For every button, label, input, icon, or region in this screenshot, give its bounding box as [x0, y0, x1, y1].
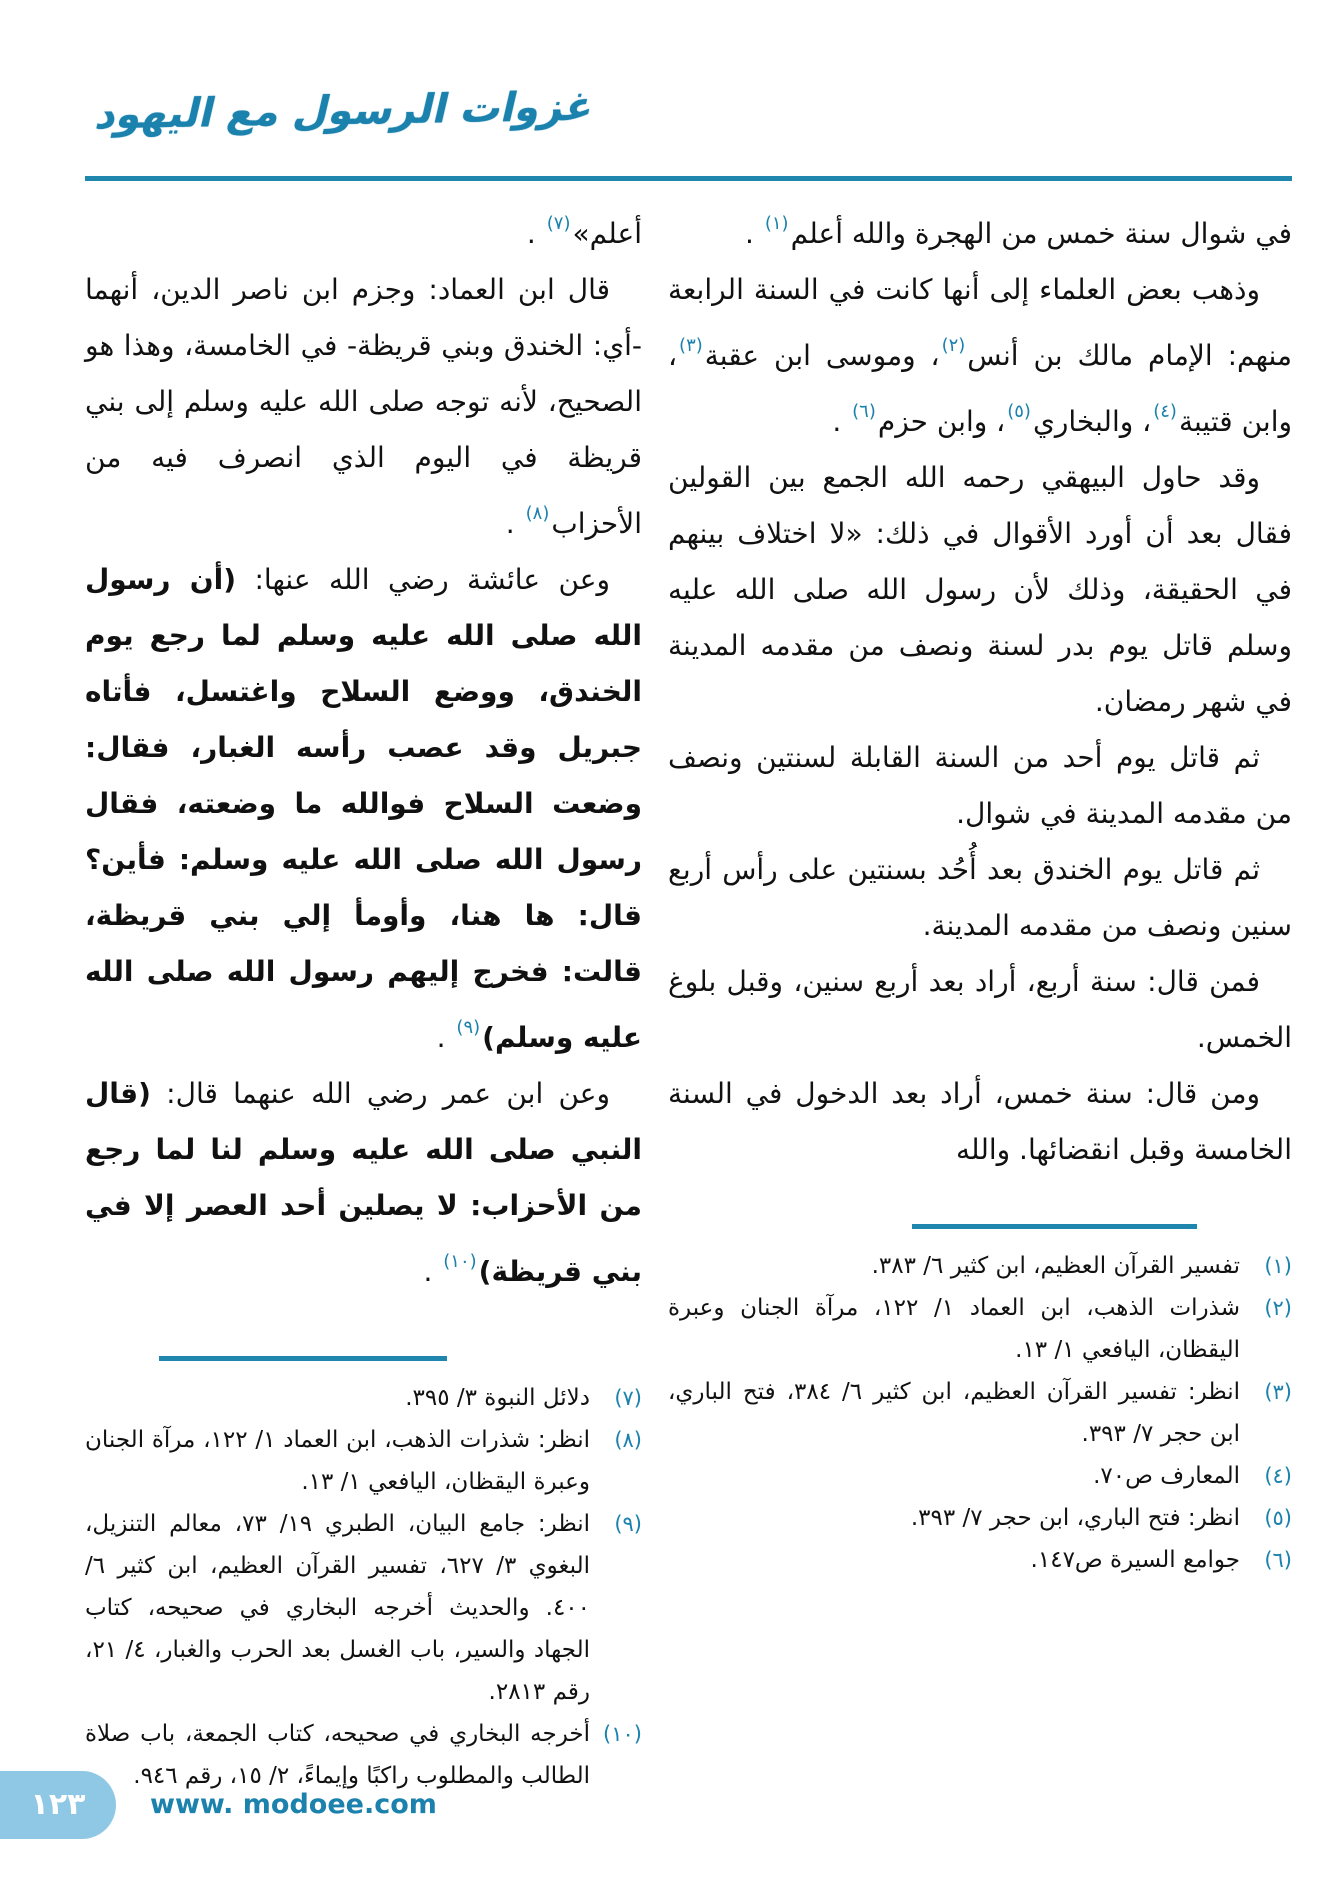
footnote-text: تفسير القرآن العظيم، ابن كثير ٦/ ٣٨٣.: [871, 1253, 1240, 1279]
footnote-number: (٩): [614, 1512, 642, 1536]
footnote-marker: (٤): [1153, 401, 1177, 422]
footnote: [668, 1371, 1292, 1455]
body-text: وعن عائشة رضي الله عنها:: [236, 563, 611, 596]
footnote: [668, 1245, 1292, 1287]
column-left: [85, 196, 642, 1797]
paragraph: [668, 1066, 1292, 1178]
footnote-marker: (١): [764, 213, 789, 234]
footnote-number: (٤): [1264, 1464, 1292, 1488]
footnote-marker: (٣): [679, 335, 703, 356]
footnote-number: (١٠): [603, 1722, 642, 1746]
footnote-number: (٦): [1264, 1548, 1292, 1572]
column-left-footnotes: [85, 1377, 642, 1797]
footnote-number: (٧): [614, 1386, 642, 1410]
footnote-marker: (٦): [852, 401, 876, 422]
paragraph: [668, 730, 1292, 842]
paragraph: [668, 450, 1292, 730]
paragraph: [85, 1066, 642, 1300]
footnote-marker: (٧): [546, 213, 571, 234]
body-text: قال ابن العماد: وجزم ابن ناصر الدين، أنهما -أي: الخندق وبني قريظة- في الخامسة، وهذا هو الصحيح، لأنه توجه صلى الله عليه وسلم إلى بني قريظة في اليوم الذي انصرف فيه من الأحزاب: [85, 273, 642, 540]
body-text: .: [505, 507, 524, 540]
footnote: [85, 1419, 642, 1503]
page-number: ١٢٣: [30, 1787, 86, 1822]
footnote: [668, 1497, 1292, 1539]
footnote-marker: (٥): [1007, 401, 1031, 422]
column-left-text: [85, 196, 642, 1300]
paragraph: [85, 552, 642, 1066]
hadith-text: (أن رسول الله صلى الله عليه وسلم لما رجع يوم الخندق، ووضع السلاح واغتسل، فأتاه جبريل وقد عصب رأسه الغبار، فقال: وضعت السلاح فوالله ما وضعته، فقال رسول الله صلى الله عليه وسلم: فأين؟ قال: ها هنا، وأومأ إلي بني قريظة، قالت: فخرج إليهم رسول الله صلى الله عليه وسلم): [85, 563, 642, 1054]
paragraph: [668, 954, 1292, 1066]
footnote: [85, 1713, 642, 1797]
paragraph: [85, 262, 642, 552]
footnote-number: (٥): [1264, 1506, 1292, 1530]
chapter-title: غزوات الرسول مع اليهود: [91, 83, 600, 139]
body-text: ومن قال: سنة خمس، أراد بعد الدخول في السنة الخامسة وقبل انقضائها. والله: [668, 1077, 1292, 1166]
page-number-badge: [0, 1771, 116, 1839]
footnote-text: انظر: تفسير القرآن العظيم، ابن كثير ٦/ ٣٨٤، فتح الباري، ابن حجر ٧/ ٣٩٣.: [668, 1379, 1240, 1447]
footnote: [85, 1503, 642, 1713]
body-text: وذهب بعض العلماء إلى أنها كانت في السنة الرابعة منهم: الإمام مالك بن أنس: [668, 273, 1293, 372]
footnote-marker: (٢): [941, 335, 966, 356]
body-text: فمن قال: سنة أربع، أراد بعد أربع سنين، وقبل بلوغ الخمس.: [668, 965, 1292, 1054]
footnote-separator: [912, 1224, 1197, 1229]
body-text: أعلم»: [572, 217, 642, 250]
footnote-text: انظر: شذرات الذهب، ابن العماد ١/ ١٢٢، مرآة الجنان وعبرة اليقظان، اليافعي ١/ ١٣.: [85, 1427, 590, 1495]
body-text: ، وابن قتيبة: [668, 339, 1292, 438]
body-text: وقد حاول البيهقي رحمه الله الجمع بين القولين فقال بعد أن أورد الأقوال في ذلك: «لا اختلاف بينهم في الحقيقة، وذلك لأن رسول الله صلى الله عليه وسلم قاتل يوم بدر لسنة ونصف من مقدمه المدينة في شهر رمضان.: [668, 461, 1292, 718]
footnote-text: جوامع السيرة ص١٤٧.: [1030, 1547, 1240, 1573]
footnote-text: المعارف ص٧٠.: [1093, 1463, 1240, 1489]
body-text: ، والبخاري: [1032, 405, 1152, 438]
column-right-footnotes: [668, 1245, 1292, 1581]
footnote-text: انظر: فتح الباري، ابن حجر ٧/ ٣٩٣.: [910, 1505, 1240, 1531]
paragraph: [668, 842, 1292, 954]
footnote: [668, 1287, 1292, 1371]
hadith-text: (قال النبي صلى الله عليه وسلم لنا لما رجع من الأحزاب: لا يصلين أحد العصر إلا في بني قريظة): [85, 1077, 642, 1288]
column-right-text: [668, 196, 1292, 1178]
footnote: [85, 1377, 642, 1419]
body-text: في شوال سنة خمس من الهجرة والله أعلم: [790, 217, 1292, 250]
footnote-text: دلائل النبوة ٣/ ٣٩٥.: [405, 1385, 590, 1411]
body-text: ثم قاتل يوم الخندق بعد أُحُد بسنتين على رأس أربع سنين ونصف من مقدمه المدينة.: [668, 853, 1292, 942]
footnote-marker: (١٠): [443, 1251, 477, 1272]
body-text: وعن ابن عمر رضي الله عنهما قال:: [150, 1077, 610, 1110]
body-text: ، وموسى ابن عقبة: [704, 339, 940, 372]
body-text: ثم قاتل يوم أحد من السنة القابلة لسنتين ونصف من مقدمه المدينة في شوال.: [668, 741, 1292, 830]
footnote-number: (٢): [1264, 1296, 1292, 1320]
footnote: [668, 1539, 1292, 1581]
body-text: .: [436, 1021, 455, 1054]
footnote-text: شذرات الذهب، ابن العماد ١/ ١٢٢، مرآة الجنان وعبرة اليقظان، اليافعي ١/ ١٣.: [668, 1295, 1241, 1363]
header-rule: [85, 176, 1292, 181]
body-text: .: [423, 1255, 442, 1288]
column-right: [668, 196, 1292, 1581]
footnote-text: أخرجه البخاري في صحيحه، كتاب الجمعة، باب صلاة الطالب والمطلوب راكبًا وإيماءً، ٢/ ١٥، رقم ٩٤٦.: [85, 1721, 590, 1789]
website-url: www. modoee.com: [150, 1789, 437, 1820]
body-text: .: [832, 405, 851, 438]
body-text: .: [526, 217, 545, 250]
body-text: ، وابن حزم: [877, 405, 1006, 438]
body-text: .: [745, 217, 763, 250]
paragraph: [85, 196, 642, 262]
footnote-text: انظر: جامع البيان، الطبري ١٩/ ٧٣، معالم التنزيل، البغوي ٣/ ٦٢٧، تفسير القرآن العظيم، ابن كثير ٦/ ٤٠٠. والحديث أخرجه البخاري في صحيحه، كتاب الجهاد والسير، باب الغسل بعد الحرب والغبار، ٤/ ٢١، رقم ٢٨١٣.: [85, 1511, 591, 1705]
footnote-number: (٣): [1264, 1380, 1292, 1404]
footnote-number: (١): [1264, 1254, 1292, 1278]
footnote-marker: (٨): [525, 503, 550, 524]
paragraph: [668, 262, 1292, 450]
footnote-separator: [159, 1356, 447, 1361]
paragraph: [668, 196, 1292, 262]
footnote: [668, 1455, 1292, 1497]
footnote-number: (٨): [614, 1428, 642, 1452]
footnote-marker: (٩): [456, 1017, 481, 1038]
